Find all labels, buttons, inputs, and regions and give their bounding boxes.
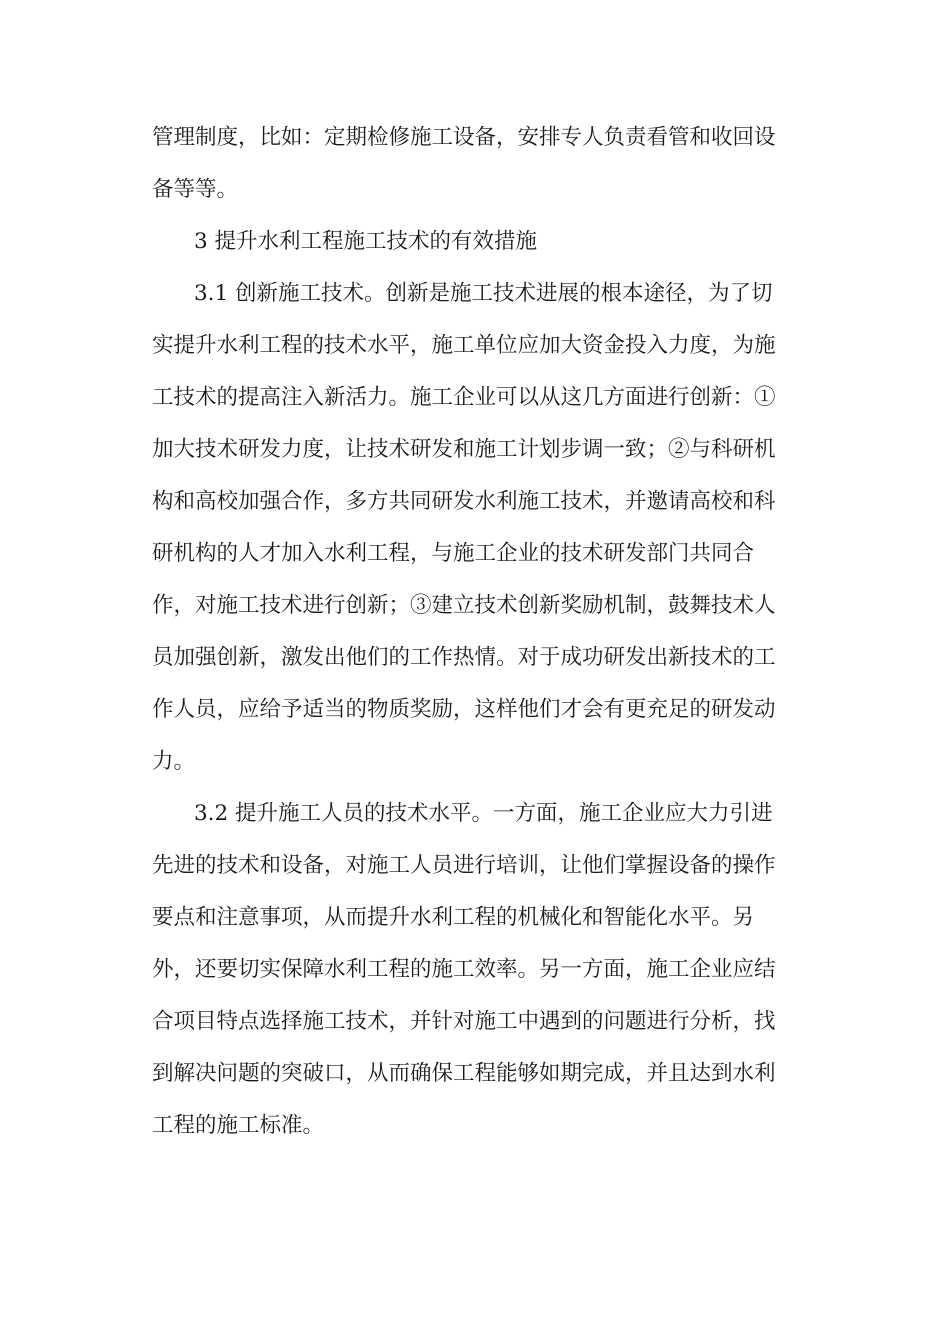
body-text-line: 要点和注意事项，从而提升水利工程的机械化和智能化水平。另 xyxy=(152,905,755,930)
body-text-line: 工程的施工标准。 xyxy=(152,1113,325,1138)
body-text-line: 先进的技术和设备，对施工人员进行培训，让他们掌握设备的操作 xyxy=(152,853,776,878)
body-text-line: 员加强创新，激发出他们的工作热情。对于成功研发出新技术的工 xyxy=(152,645,776,670)
subsection-heading-line: 3.1 创新施工技术。创新是施工技术进展的根本途径，为了切 xyxy=(194,281,773,306)
body-text-line: 作，对施工技术进行创新；③建立技术创新奖励机制，鼓舞技术人 xyxy=(152,593,776,618)
body-text-line: 构和高校加强合作，多方共同研发水利施工技术，并邀请高校和科 xyxy=(152,489,776,514)
body-text-line: 加大技术研发力度，让技术研发和施工计划步调一致；②与科研机 xyxy=(152,437,776,462)
body-text-line: 合项目特点选择施工技术，并针对施工中遇到的问题进行分析，找 xyxy=(152,1009,776,1034)
body-text-line: 工技术的提高注入新活力。施工企业可以从这几方面进行创新：① xyxy=(152,385,776,410)
body-text-line: 力。 xyxy=(152,749,196,774)
body-text-line: 备等等。 xyxy=(152,177,239,202)
body-text-line: 研机构的人才加入水利工程，与施工企业的技术研发部门共同合 xyxy=(152,541,755,566)
body-text-line: 管理制度，比如：定期检修施工设备，安排专人负责看管和收回设 xyxy=(152,125,776,150)
body-text-line: 实提升水利工程的技术水平，施工单位应加大资金投入力度，为施 xyxy=(152,333,776,358)
body-text-line: 外，还要切实保障水利工程的施工效率。另一方面，施工企业应结 xyxy=(152,957,776,982)
section-heading: 3 提升水利工程施工技术的有效措施 xyxy=(194,229,538,254)
subsection-heading-line: 3.2 提升施工人员的技术水平。一方面，施工企业应大力引进 xyxy=(194,801,773,826)
body-text-line: 作人员，应给予适当的物质奖励，这样他们才会有更充足的研发动 xyxy=(152,697,776,722)
body-text-line: 到解决问题的突破口，从而确保工程能够如期完成，并且达到水利 xyxy=(152,1061,776,1086)
